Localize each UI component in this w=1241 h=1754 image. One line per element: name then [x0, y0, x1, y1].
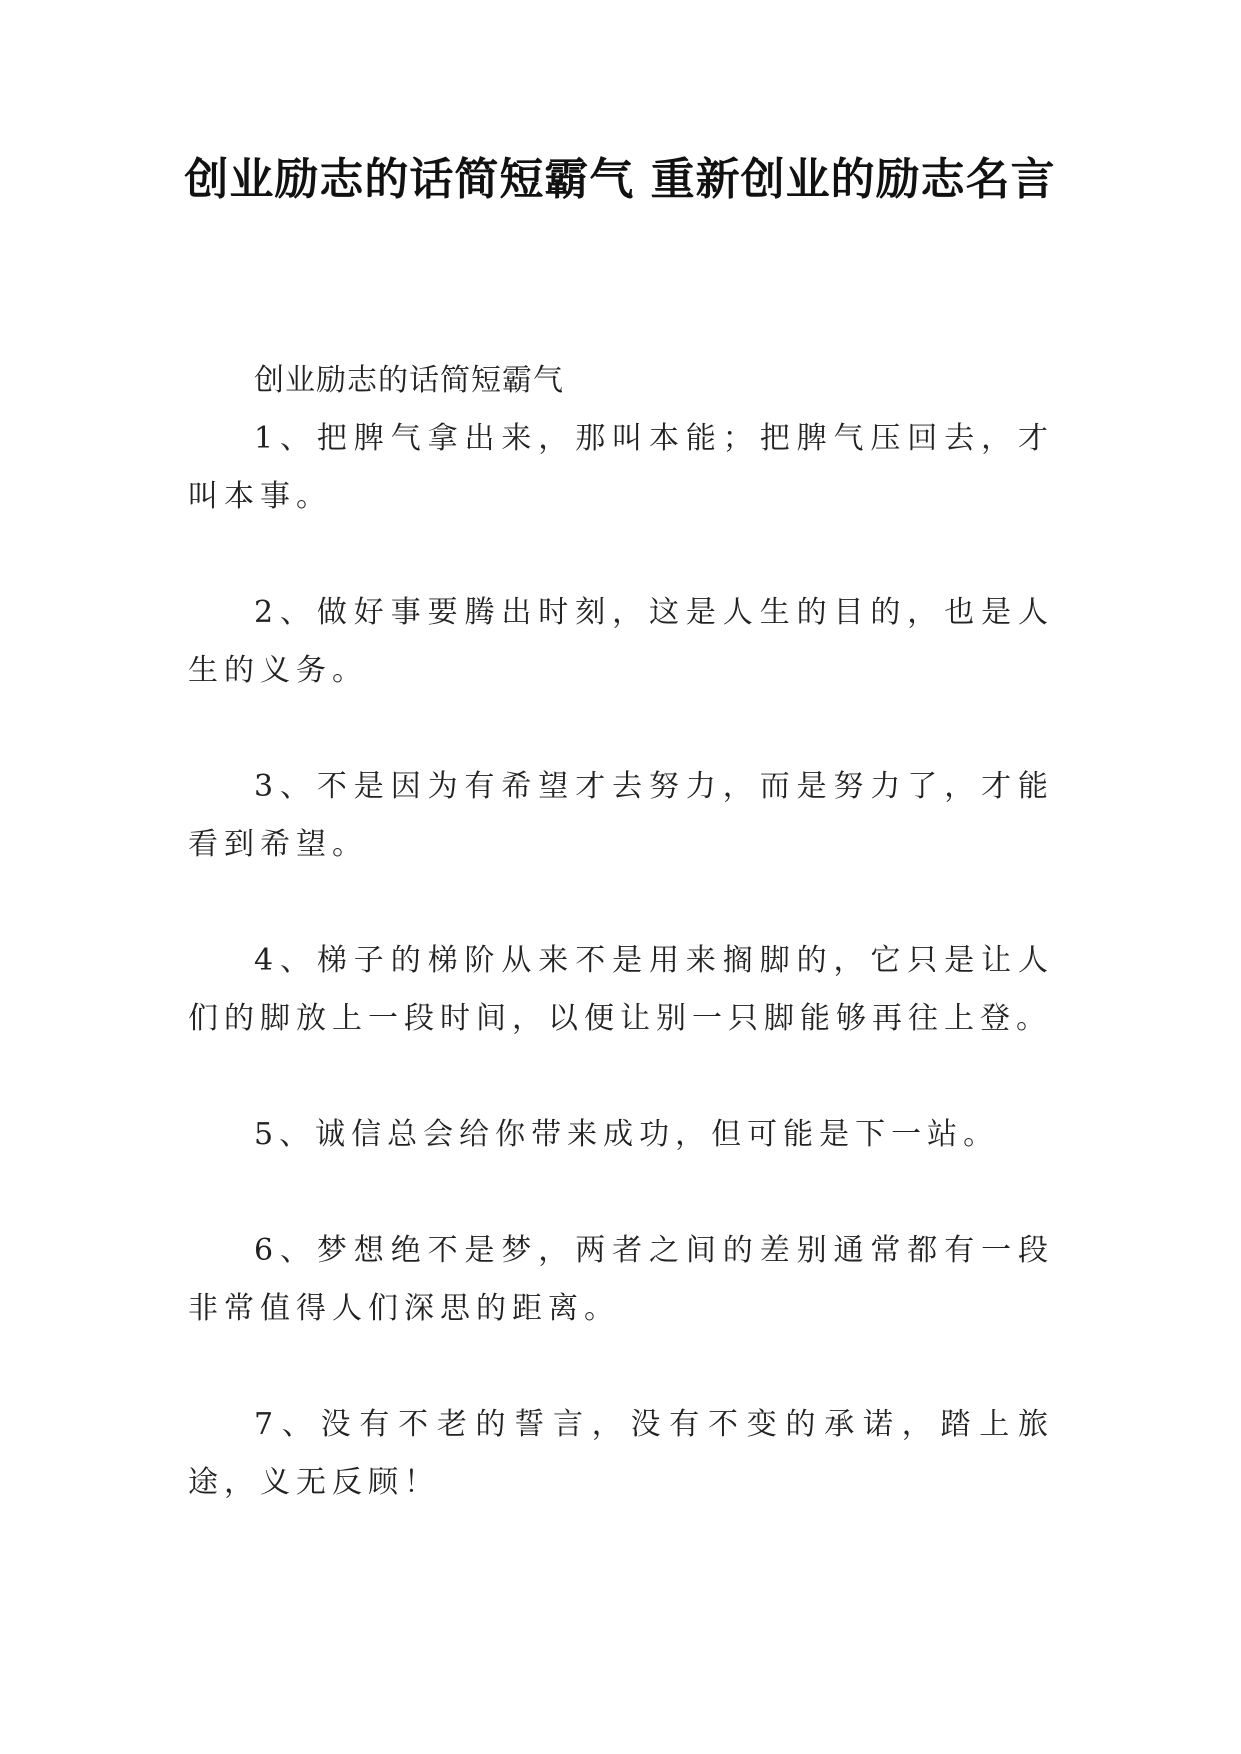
- quote-paragraph-1: 1、把脾气拿出来，那叫本能；把脾气压回去，才叫本事。: [188, 421, 1054, 514]
- quote-paragraph-3: 3、不是因为有希望才去努力，而是努力了，才能看到希望。: [188, 769, 1054, 862]
- document-body: [188, 352, 1054, 1512]
- quote-paragraph-4: 4、梯子的梯阶从来不是用来搁脚的，它只是让人们的脚放上一段时间，以便让别一只脚能够再往上登。: [188, 943, 1054, 1036]
- quote-paragraph-6: 6、梦想绝不是梦，两者之间的差别通常都有一段非常值得人们深思的距离。: [188, 1233, 1054, 1326]
- quote-paragraph-2: 2、做好事要腾出时刻，这是人生的目的，也是人生的义务。: [188, 595, 1054, 688]
- quote-paragraph-5: 5、诚信总会给你带来成功，但可能是下一站。: [254, 1117, 1000, 1152]
- document-title: 创业励志的话简短霸气 重新创业的励志名言: [184, 154, 1056, 205]
- section-heading: 创业励志的话简短霸气: [254, 363, 564, 398]
- quote-paragraph-7: 7、没有不老的誓言，没有不变的承诺，踏上旅途，义无反顾！: [188, 1407, 1054, 1500]
